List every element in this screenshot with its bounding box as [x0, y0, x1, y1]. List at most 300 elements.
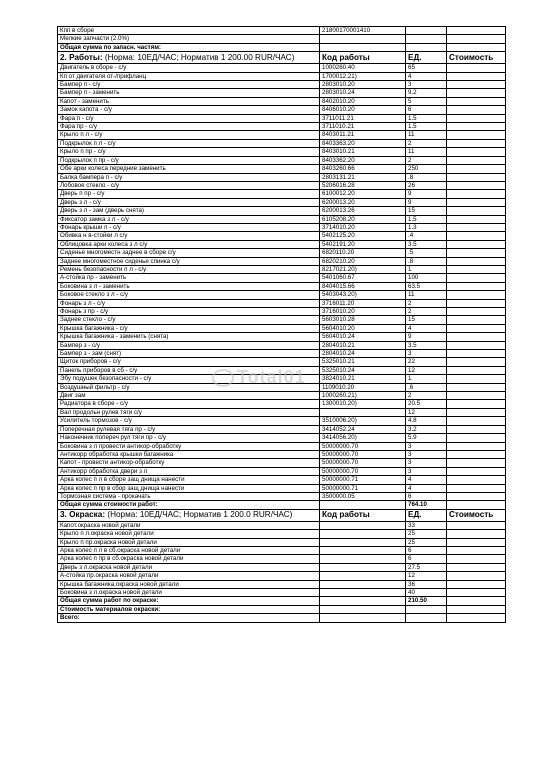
row-cost [447, 538, 506, 546]
works-row [58, 81, 506, 89]
row-code: 6820210.20 [320, 257, 406, 265]
row-name: Кпп в сборе [58, 27, 320, 35]
watermark [212, 367, 306, 388]
row-code: 8403260.66 [320, 165, 406, 173]
row-cost [447, 223, 506, 231]
works-row [58, 425, 506, 433]
row-name: Крыло п пр - с/у [58, 148, 320, 156]
row-code: 3716010.20 [320, 308, 406, 316]
row-code [320, 35, 406, 43]
watermark-text: Total01 [237, 367, 306, 387]
row-name: Крышка багажника - с/у [58, 324, 320, 332]
row-cost [447, 408, 506, 416]
row-code: 3414052.24 [320, 425, 406, 433]
row-name: Кп от двигателя от-/прифланц [58, 72, 320, 80]
row-unit: 6 [406, 555, 447, 563]
row-unit: 2 [406, 308, 447, 316]
section-title-text: 2. Работы: [60, 52, 103, 62]
row-code: 2803010.24 [320, 89, 406, 97]
row-unit: 4 [406, 476, 447, 484]
section-title [58, 52, 320, 64]
works-row [58, 467, 506, 475]
row-unit: 27.5 [406, 563, 447, 571]
row-code: 50000000.70 [320, 450, 406, 458]
row-cost [447, 114, 506, 122]
row-name: Дверь п пр - с/у [58, 190, 320, 198]
row-code: 1000260.21) [320, 392, 406, 400]
row-cost [447, 350, 506, 358]
works-row [58, 417, 506, 425]
row-cost [447, 392, 506, 400]
row-name: Замок капота - с/у [58, 106, 320, 114]
works-row [58, 282, 506, 290]
row-cost [447, 467, 506, 475]
paint-row [58, 538, 506, 546]
row-code: 8403362.20 [320, 156, 406, 164]
row-code: 8404015.66 [320, 282, 406, 290]
row-unit: 5 [406, 97, 447, 105]
works-row [58, 106, 506, 114]
row-cost [447, 459, 506, 467]
row-cost [447, 249, 506, 257]
row-unit [406, 43, 447, 51]
row-unit: 33 [406, 521, 447, 529]
row-name: Боковина з л провести антикор-обработку [58, 442, 320, 450]
row-name: Боковое стекло з л - с/у [58, 291, 320, 299]
section-title [58, 509, 320, 521]
row-cost [447, 492, 506, 500]
column-header-cost: Стоимость [447, 509, 506, 521]
paint-row [58, 546, 506, 554]
paint-row [58, 530, 506, 538]
row-cost [447, 476, 506, 484]
row-code: 8402010.20 [320, 97, 406, 105]
row-code: 1300010.20) [320, 400, 406, 408]
works-row [58, 408, 506, 416]
total-label: Общая сумма работ по окраске: [58, 597, 320, 605]
row-name: Общая сумма по запасн. частям: [58, 43, 320, 51]
row-code: 5604010.24 [320, 333, 406, 341]
works-row [58, 173, 506, 181]
row-cost [447, 282, 506, 290]
row-unit: 1 [406, 265, 447, 273]
row-name: Антикорр обработка крышки багажника [58, 450, 320, 458]
works-row [58, 232, 506, 240]
row-cost [447, 521, 506, 529]
grand-total-row [58, 614, 506, 622]
row-name: Воздушный фильтр - с/у [58, 383, 320, 391]
row-cost [447, 434, 506, 442]
row-unit: 9 [406, 198, 447, 206]
row-cost [447, 316, 506, 324]
row-name: Крыло п пр.окраска новой детали [58, 538, 320, 546]
row-unit: 3.5 [406, 240, 447, 248]
works-row [58, 274, 506, 282]
works-row [58, 265, 506, 273]
row-code: 1109010.20 [320, 383, 406, 391]
section-norm-text: (Норма: 10ЕД/ЧАС; Норматив 1 200.00 RUR/ЧАС) [102, 52, 295, 62]
row-cost [447, 257, 506, 265]
section-norm-text: (Норма: 10ЕД/ЧАС; Норматив 1 200.0 RUR/ЧАС) [105, 510, 293, 520]
row-unit: 100 [406, 274, 447, 282]
row-cost [447, 555, 506, 563]
row-cost [447, 580, 506, 588]
row-name: Заднее многоместное сиденье спинка с/у [58, 257, 320, 265]
row-code: 5325010.21 [320, 358, 406, 366]
works-row [58, 333, 506, 341]
row-code: 2803131.21 [320, 173, 406, 181]
row-cost [447, 89, 506, 97]
paint-row [58, 563, 506, 571]
estimate-table [57, 26, 506, 623]
row-cost [447, 333, 506, 341]
row-name: Бампер з - с/у [58, 341, 320, 349]
paint-total-row [58, 597, 506, 605]
row-name: Арка колес п пр в сбор защ днища нанести [58, 484, 320, 492]
section-title-text: 3. Окраска: [60, 510, 106, 520]
row-cost [447, 546, 506, 554]
works-row [58, 484, 506, 492]
row-name: Фонарь крыши п - с/у [58, 223, 320, 231]
row-code [320, 555, 406, 563]
works-row [58, 341, 506, 349]
row-name: Крыло п л - с/у [58, 131, 320, 139]
row-cost [447, 324, 506, 332]
row-name: Балка бампера п - с/у [58, 173, 320, 181]
works-row [58, 165, 506, 173]
works-row [58, 131, 506, 139]
works-row [58, 114, 506, 122]
row-cost [447, 400, 506, 408]
paint-row [58, 572, 506, 580]
row-cost [447, 198, 506, 206]
works-row [58, 240, 506, 248]
row-name: Бампер п - с/у [58, 81, 320, 89]
row-unit: 22 [406, 358, 447, 366]
total-cost [447, 597, 506, 605]
row-name: Усилитель тормозов - с/у [58, 417, 320, 425]
row-code: 21800170001410 [320, 27, 406, 35]
row-cost [447, 265, 506, 273]
row-cost [447, 165, 506, 173]
works-row [58, 257, 506, 265]
parts-summary-row [58, 43, 506, 51]
works-row [58, 308, 506, 316]
row-cost [447, 425, 506, 433]
row-code: 8406010.20 [320, 106, 406, 114]
row-cost [447, 383, 506, 391]
row-unit: 25 [406, 538, 447, 546]
row-code [320, 580, 406, 588]
row-name: Наконечник попереч рул тяги пр - с/у [58, 434, 320, 442]
row-code: 1000260.40 [320, 64, 406, 72]
row-unit [406, 27, 447, 35]
row-cost [447, 341, 506, 349]
row-unit: 4.8 [406, 417, 447, 425]
row-name: А-стойка пр - заменить [58, 274, 320, 282]
row-name: Подкрылок п л - с/у [58, 139, 320, 147]
works-row [58, 434, 506, 442]
row-unit: 6 [406, 492, 447, 500]
row-name: Обивка н в-стойки л с/у [58, 232, 320, 240]
works-total-row [58, 501, 506, 509]
row-code: 6200013.20 [320, 198, 406, 206]
row-unit: 1.5 [406, 215, 447, 223]
row-name: Фиксатор замка з л - с/у [58, 215, 320, 223]
row-code: 6105208.20 [320, 215, 406, 223]
row-cost [447, 308, 506, 316]
row-code: 50000000.71 [320, 476, 406, 484]
grand-total-label: Всего: [58, 614, 320, 622]
parts-summary-row [58, 27, 506, 35]
row-unit: 2 [406, 156, 447, 164]
row-name: Бампер п - заменить [58, 89, 320, 97]
row-unit: 11 [406, 131, 447, 139]
row-unit: 9.2 [406, 89, 447, 97]
row-name: Вал продольн рулев тяги с/у [58, 408, 320, 416]
row-unit: 26 [406, 181, 447, 189]
row-unit: 4 [406, 324, 447, 332]
works-row [58, 198, 506, 206]
total-value: 764.10 [406, 501, 447, 509]
row-code: 5402191.20 [320, 240, 406, 248]
row-name: Капот.окраска новой детали [58, 521, 320, 529]
total-value: 210.50 [406, 597, 447, 605]
works-row [58, 181, 506, 189]
row-name: Заднее стекло - с/у [58, 316, 320, 324]
row-code: 8403011.21 [320, 131, 406, 139]
row-unit: 3 [406, 459, 447, 467]
row-cost [447, 181, 506, 189]
row-code: 5401060.67 [320, 274, 406, 282]
row-code: 8403363.20 [320, 139, 406, 147]
row-unit: 15 [406, 207, 447, 215]
row-name: Обе арки колеса передние заменить [58, 165, 320, 173]
row-unit: 3 [406, 450, 447, 458]
row-cost [447, 215, 506, 223]
row-cost [447, 442, 506, 450]
row-unit: 2 [406, 139, 447, 147]
row-code: 3824010.21 [320, 375, 406, 383]
materials-row [58, 605, 506, 613]
row-cost [447, 417, 506, 425]
row-name: Арка колес п пр в сб.окраска новой детали [58, 555, 320, 563]
row-unit: 6 [406, 546, 447, 554]
row-cost [447, 299, 506, 307]
row-name: Крыло п л.окраска новой детали [58, 530, 320, 538]
row-name: Фонарь з л - с/у [58, 299, 320, 307]
materials-unit [406, 605, 447, 613]
row-unit: 1.5 [406, 114, 447, 122]
grand-total-unit [406, 614, 447, 622]
paint-row [58, 589, 506, 597]
row-unit: 3 [406, 81, 447, 89]
row-unit: 3 [406, 350, 447, 358]
row-cost [447, 484, 506, 492]
row-cost [447, 106, 506, 114]
row-cost [447, 190, 506, 198]
row-name: Сиденье многоместн заднее в сборе с/у [58, 249, 320, 257]
row-name: Бампер з - зам (снят) [58, 350, 320, 358]
works-row [58, 358, 506, 366]
row-name: Щиток приборов - с/у [58, 358, 320, 366]
row-unit: .8 [406, 173, 447, 181]
column-header-cost: Стоимость [447, 52, 506, 64]
row-code: 3716011.20 [320, 299, 406, 307]
row-name: Арка колес п л в сб.окраска новой детали [58, 546, 320, 554]
works-row [58, 291, 506, 299]
works-row [58, 223, 506, 231]
row-unit: 1.3 [406, 223, 447, 231]
row-code: 3714010.20 [320, 223, 406, 231]
row-unit: 3.5 [406, 341, 447, 349]
row-unit: 3 [406, 442, 447, 450]
works-row [58, 324, 506, 332]
row-name: Тормозная система - прокачать [58, 492, 320, 500]
row-unit: 12 [406, 572, 447, 580]
row-code: 50000000.71 [320, 484, 406, 492]
row-code: 50000000.70 [320, 459, 406, 467]
estimate-table-body [58, 27, 506, 623]
works-row [58, 400, 506, 408]
row-code: 50000000.70 [320, 467, 406, 475]
row-unit: 15 [406, 316, 447, 324]
total-code [320, 597, 406, 605]
row-unit: 11 [406, 291, 447, 299]
row-name: Подкрылок п пр - с/у [58, 156, 320, 164]
row-name: Дверь з л.окраска новой детали [58, 563, 320, 571]
row-code [320, 530, 406, 538]
row-cost [447, 366, 506, 374]
row-cost [447, 589, 506, 597]
row-unit: 65 [406, 64, 447, 72]
row-unit: .5 [406, 249, 447, 257]
works-row [58, 442, 506, 450]
row-unit: 25 [406, 530, 447, 538]
row-code: 5402125.20 [320, 232, 406, 240]
row-name: Крышка багажника.окраска новой детали [58, 580, 320, 588]
works-row [58, 350, 506, 358]
row-cost [447, 530, 506, 538]
row-unit [406, 35, 447, 43]
works-row [58, 156, 506, 164]
row-name: А-стойка пр.окраска новой детали [58, 572, 320, 580]
row-unit: 5.9 [406, 434, 447, 442]
row-cost [447, 156, 506, 164]
works-row [58, 249, 506, 257]
row-code: 50000000.70 [320, 442, 406, 450]
row-name: Мелкие запчасти (2.0%) [58, 35, 320, 43]
row-code [320, 408, 406, 416]
row-cost [447, 64, 506, 72]
row-code: 8403010.21 [320, 148, 406, 156]
row-code: 6200013.26 [320, 207, 406, 215]
row-cost [447, 81, 506, 89]
row-unit: 2 [406, 299, 447, 307]
row-code: 2804010.24 [320, 350, 406, 358]
row-unit: 9 [406, 333, 447, 341]
row-unit: .6 [406, 383, 447, 391]
row-unit: 20.5 [406, 400, 447, 408]
row-cost [447, 72, 506, 80]
works-row [58, 64, 506, 72]
row-cost [447, 450, 506, 458]
row-code: 5325010.24 [320, 366, 406, 374]
row-unit: .4 [406, 232, 447, 240]
row-name: Капот - провести антикор-обработку [58, 459, 320, 467]
row-cost [447, 35, 506, 43]
works-row [58, 215, 506, 223]
row-cost [447, 563, 506, 571]
row-code: 8217021.20) [320, 265, 406, 273]
row-cost [447, 274, 506, 282]
row-unit: 3 [406, 467, 447, 475]
column-header-unit: ЕД. [406, 509, 447, 521]
row-unit: 1.5 [406, 123, 447, 131]
row-name: Дверь з л - зам (дверь снята) [58, 207, 320, 215]
row-unit: 36 [406, 580, 447, 588]
row-name: Фонарь з пр - с/у [58, 308, 320, 316]
parts-summary-row [58, 35, 506, 43]
row-cost [447, 131, 506, 139]
row-code: 3414056.20) [320, 434, 406, 442]
row-cost [447, 97, 506, 105]
paint-row [58, 521, 506, 529]
row-cost [447, 43, 506, 51]
materials-label: Стоимость материалов окраски: [58, 605, 320, 613]
row-cost [447, 173, 506, 181]
row-code: 5604010.20 [320, 324, 406, 332]
works-row [58, 207, 506, 215]
row-code [320, 572, 406, 580]
works-row [58, 316, 506, 324]
row-unit: 11 [406, 148, 447, 156]
works-row [58, 459, 506, 467]
row-code: 3510006.20) [320, 417, 406, 425]
row-code [320, 589, 406, 597]
row-name: Ремень безопасности п л - с/у [58, 265, 320, 273]
row-cost [447, 572, 506, 580]
row-name: Фара пр - с/у [58, 123, 320, 131]
row-unit: .8 [406, 257, 447, 265]
works-row [58, 148, 506, 156]
row-code: 1700012.21) [320, 72, 406, 80]
row-name: Арка колес п л в сборе защ днища нанести [58, 476, 320, 484]
row-unit: 2 [406, 392, 447, 400]
row-name: Поперечная рулевая тяга пр - с/у [58, 425, 320, 433]
row-unit: 4 [406, 484, 447, 492]
column-header-unit: ЕД. [406, 52, 447, 64]
row-name: Эбу подушек безопасности - с/у [58, 375, 320, 383]
row-unit: 63.5 [406, 282, 447, 290]
row-name: Радиатора в сборе - с/у [58, 400, 320, 408]
column-header-code: Код работы [320, 509, 406, 521]
row-name: Капот - заменить [58, 97, 320, 105]
row-unit: 12 [406, 366, 447, 374]
row-code [320, 538, 406, 546]
works-row [58, 476, 506, 484]
row-name: Лобовое стекло - с/у [58, 181, 320, 189]
materials-cost [447, 605, 506, 613]
works-row [58, 89, 506, 97]
works-row [58, 97, 506, 105]
works-row [58, 299, 506, 307]
row-name: Антикорр обработка двери з л [58, 467, 320, 475]
row-code: 3500000.05 [320, 492, 406, 500]
row-unit: 12 [406, 408, 447, 416]
row-unit: 3.2 [406, 425, 447, 433]
row-name: Панель приборов в сб - с/у [58, 366, 320, 374]
